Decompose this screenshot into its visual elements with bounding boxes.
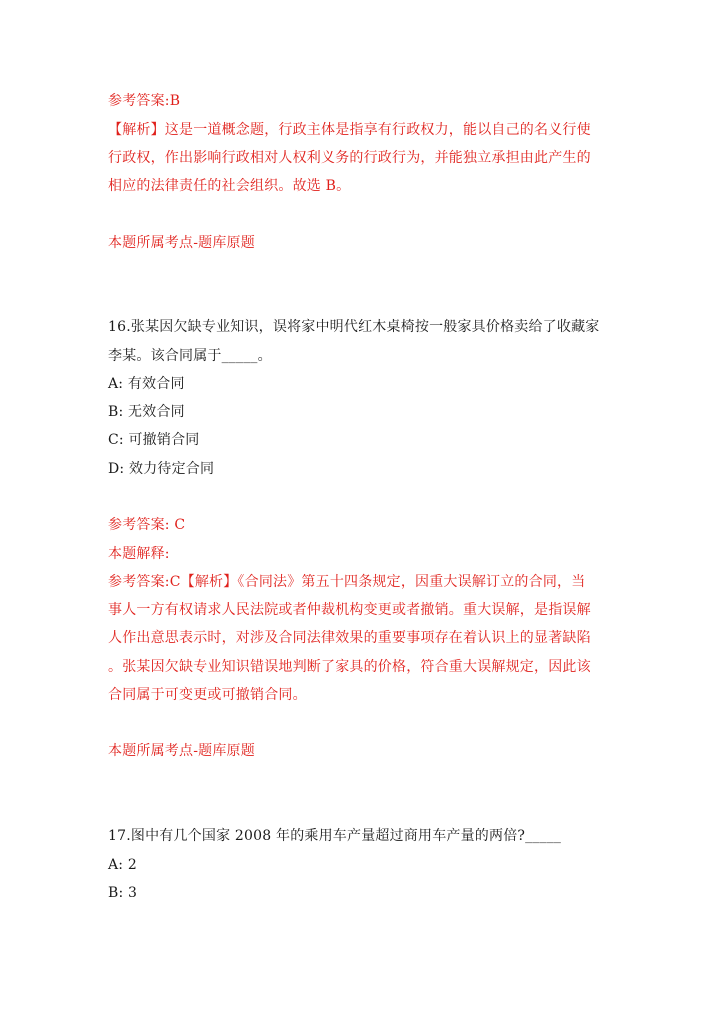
q16-explanation-line-1: 参考答案:C【解析】《合同法》第五十四条规定，因重大误解订立的合同，当 xyxy=(108,574,586,590)
q15-explanation-line-3: 相应的法律责任的社会组织。故选 B。 xyxy=(108,178,351,194)
q17-option-b: B: 3 xyxy=(108,885,138,901)
q16-option-d: D: 效力待定合同 xyxy=(108,461,215,477)
q15-source: 本题所属考点-题库原题 xyxy=(108,235,255,251)
q16-explanation-line-2: 事人一方有权请求人民法院或者仲裁机构变更或者撤销。重大误解，是指误解 xyxy=(108,602,591,618)
q16-explanation-line-3: 人作出意思表示时，对涉及合同法律效果的重要事项存在着认识上的显著缺陷 xyxy=(108,630,591,646)
q15-explanation-line-1: 【解析】这是一道概念题，行政主体是指享有行政权力，能以自己的名义行使 xyxy=(108,122,591,138)
q17-option-a: A: 2 xyxy=(108,857,137,873)
q16-explanation-line-4: 。张某因欠缺专业知识错误地判断了家具的价格，符合重大误解规定，因此该 xyxy=(108,659,591,675)
q16-source: 本题所属考点-题库原题 xyxy=(108,743,255,759)
q16-explanation-line-5: 合同属于可变更或可撤销合同。 xyxy=(108,687,307,703)
q16-option-b: B: 无效合同 xyxy=(108,404,185,420)
q15-answer: 参考答案:B xyxy=(108,93,181,109)
q16-option-c: C: 可撤销合同 xyxy=(108,432,200,448)
q17-question-line-1: 17.图中有几个国家 2008 年的乘用车产量超过商用车产量的两倍?_____ xyxy=(108,828,562,844)
q16-explanation-title: 本题解释: xyxy=(108,546,170,562)
q15-explanation-line-2: 行政权，作出影响行政相对人权利义务的行政行为，并能独立承担由此产生的 xyxy=(108,150,591,166)
q16-answer: 参考答案: C xyxy=(108,517,186,533)
q16-option-a: A: 有效合同 xyxy=(108,376,185,392)
q16-question-line-1: 16.张某因欠缺专业知识，误将家中明代红木桌椅按一般家具价格卖给了收藏家 xyxy=(108,319,600,335)
q16-question-line-2: 李某。该合同属于_____。 xyxy=(108,348,272,364)
